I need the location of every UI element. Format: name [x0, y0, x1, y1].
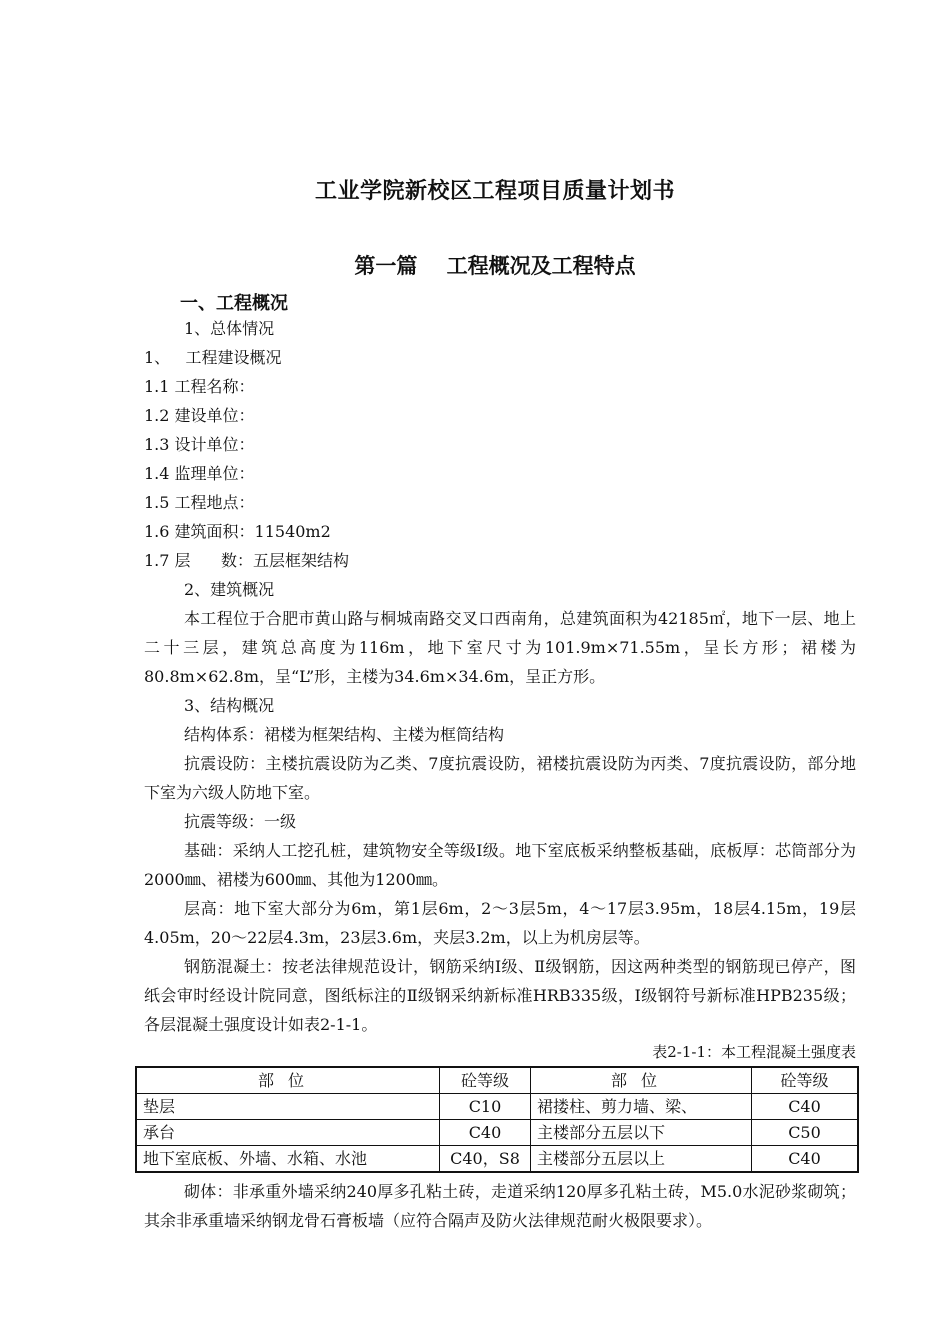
table-cell: 裙搂柱、剪力墙、梁、 — [531, 1094, 752, 1120]
item-supervisor: 1.4 监理单位： — [144, 464, 255, 483]
section-heading: 一、工程概况 — [180, 293, 288, 314]
table-row — [136, 1146, 858, 1173]
paragraph-seismic-grade: 抗震等级：一级 — [184, 812, 297, 831]
item-storeys: 1.7 层 数：五层框架结构 — [144, 551, 350, 570]
paragraph-structural-system: 结构体系：裙楼为框架结构、主楼为框筒结构 — [184, 725, 505, 744]
table-caption: 表2-1-1：本工程混凝土强度表 — [652, 1043, 856, 1061]
table-cell: C50 — [752, 1120, 859, 1146]
header-grade: 砼等级 — [752, 1067, 859, 1094]
concrete-strength-table — [135, 1066, 859, 1173]
table-header-row — [136, 1067, 858, 1094]
header-part: 部位 — [531, 1067, 752, 1094]
item-location: 1.5 工程地点： — [144, 493, 255, 512]
paragraph-seismic: 抗震设防：主楼抗震设防为乙类、7度抗震设防，裙楼抗震设防为丙类、7度抗震设防，部分地下室为六级人防地下室。 — [144, 754, 856, 802]
paragraph-building: 本工程位于合肥市黄山路与桐城南路交叉口西南角，总建筑面积为42185㎡，地下一层、地上二十三层，建筑总高度为116m，地下室尺寸为101.9m×71.55m，呈长方形；裙楼为80.8m×62.8m，呈“L”形，主楼为34.6m×34.6m，呈正方形。 — [144, 609, 856, 686]
paragraph-reinforced-concrete: 钢筋混凝土：按老法律规范设计，钢筋采纳Ⅰ级、Ⅱ级钢筋，因这两种类型的钢筋现已停产，图纸会审时经设计院同意，图纸标注的Ⅱ级钢采纳新标准HRB335级，Ⅰ级钢符号新标准HPB235级；各层混凝土强度设计如表2-1-1。 — [144, 957, 856, 1034]
paragraph-foundation: 基础：采纳人工挖孔桩，建筑物安全等级Ⅰ级。地下室底板采纳整板基础，底板厚：芯筒部分为2000㎜、裙楼为600㎜、其他为1200㎜。 — [144, 841, 856, 889]
table-row — [136, 1094, 858, 1120]
table-cell: C10 — [440, 1094, 531, 1120]
table-cell: 承台 — [136, 1120, 440, 1146]
paragraph-masonry: 砌体：非承重外墙采纳240厚多孔粘土砖，走道采纳120厚多孔粘土砖，M5.0水泥砂浆砌筑；其余非承重墙采纳钢龙骨石膏板墙（应符合隔声及防火法律规范耐火极限要求）。 — [144, 1182, 856, 1230]
subheading-structure: 3、结构概况 — [184, 696, 275, 715]
table-cell: 垫层 — [136, 1094, 440, 1120]
item-owner: 1.2 建设单位： — [144, 406, 255, 425]
table-cell: 主楼部分五层以下 — [531, 1120, 752, 1146]
table-cell: C40 — [440, 1120, 531, 1146]
paragraph-floor-heights: 层高：地下室大部分为6m，第1层6m，2～3层5m，4～17层3.95m，18层4.15m，19层4.05m，20～22层4.3m，23层3.6m，夹层3.2m，以上为机房层等。 — [144, 899, 856, 947]
table-cell: 主楼部分五层以上 — [531, 1146, 752, 1173]
document-title: 工业学院新校区工程项目质量计划书 — [314, 179, 675, 204]
table-cell: C40 — [752, 1094, 859, 1120]
table-cell: 地下室底板、外墙、水箱、水池 — [136, 1146, 440, 1173]
heading-construction-overview: 1、 工程建设概况 — [144, 348, 282, 367]
subheading-overall: 1、总体情况 — [184, 319, 275, 338]
subheading-building: 2、建筑概况 — [184, 580, 275, 599]
table-cell: C40 — [752, 1146, 859, 1173]
table-cell: C40，S8 — [440, 1146, 531, 1173]
part-title: 第一篇 工程概况及工程特点 — [354, 254, 636, 278]
item-project-name: 1.1 工程名称： — [144, 377, 255, 396]
item-floor-area: 1.6 建筑面积：11540m2 — [144, 522, 331, 541]
table-row — [136, 1120, 858, 1146]
header-part: 部位 — [136, 1067, 440, 1094]
header-grade: 砼等级 — [440, 1067, 531, 1094]
document-body — [144, 314, 856, 1235]
item-designer: 1.3 设计单位： — [144, 435, 255, 454]
